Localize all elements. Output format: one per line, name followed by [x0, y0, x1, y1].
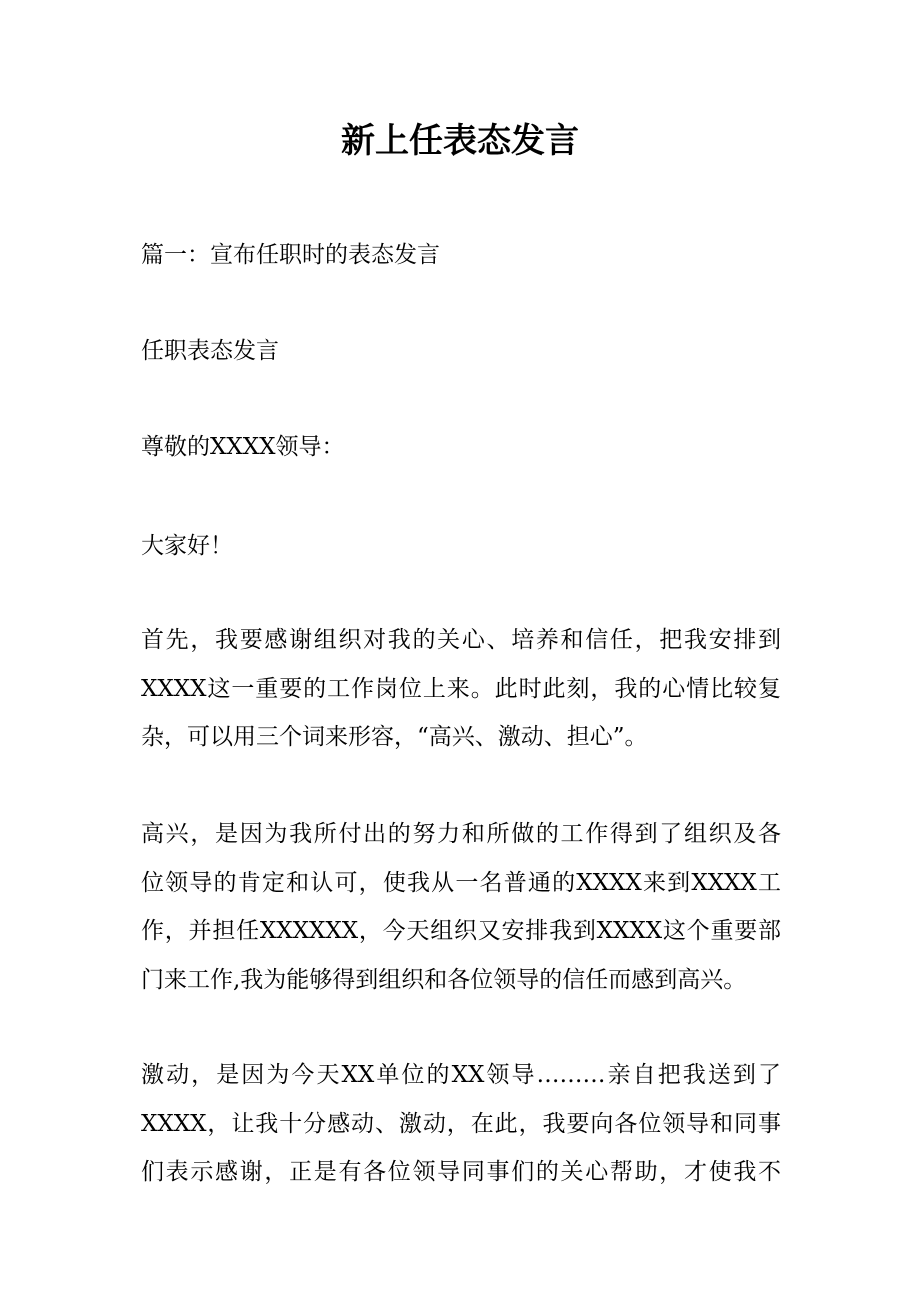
document-title: 新上任表态发言: [341, 121, 579, 161]
paragraph-line: 位领导的肯定和认可，使我从一名普通的XXXX来到XXXX工: [141, 869, 781, 896]
paragraph-line: 作，并担任XXXXXX，今天组织又安排我到XXXX这个重要部: [141, 918, 781, 944]
paragraph-line: XXXX这一重要的工作岗位上来。此时此刻，我的心情比较复: [141, 675, 781, 702]
paragraph-line: 高兴，是因为我所付出的努力和所做的工作得到了组织及各: [141, 821, 781, 847]
paragraph-line: 们表示感谢，正是有各位领导同事们的关心帮助，才使我不: [141, 1159, 781, 1185]
salutation: 尊敬的XXXX领导：: [141, 434, 345, 460]
paragraph-line: 门来工作,我为能够得到组织和各位领导的信任而感到高兴。: [141, 966, 747, 993]
paragraph-excited: [141, 1059, 781, 1205]
paragraph-line: 杂，可以用三个词来形容，“高兴、激动、担心”。: [141, 724, 648, 750]
greeting: 大家好！: [141, 533, 233, 559]
paragraph-line: 首先，我要感谢组织对我的关心、培养和信任，把我安排到: [141, 627, 781, 653]
paragraph-line: 激动，是因为今天XX单位的XX领导………亲自把我送到了: [141, 1062, 781, 1088]
subheading: 任职表态发言: [141, 338, 279, 364]
paragraph-line: XXXX，让我十分感动、激动，在此，我要向各位领导和同事: [141, 1110, 781, 1137]
paragraph-gratitude: [141, 624, 781, 770]
paragraph-happy: [141, 818, 781, 1012]
section-heading: 篇一：宣布任职时的表态发言: [141, 242, 440, 268]
